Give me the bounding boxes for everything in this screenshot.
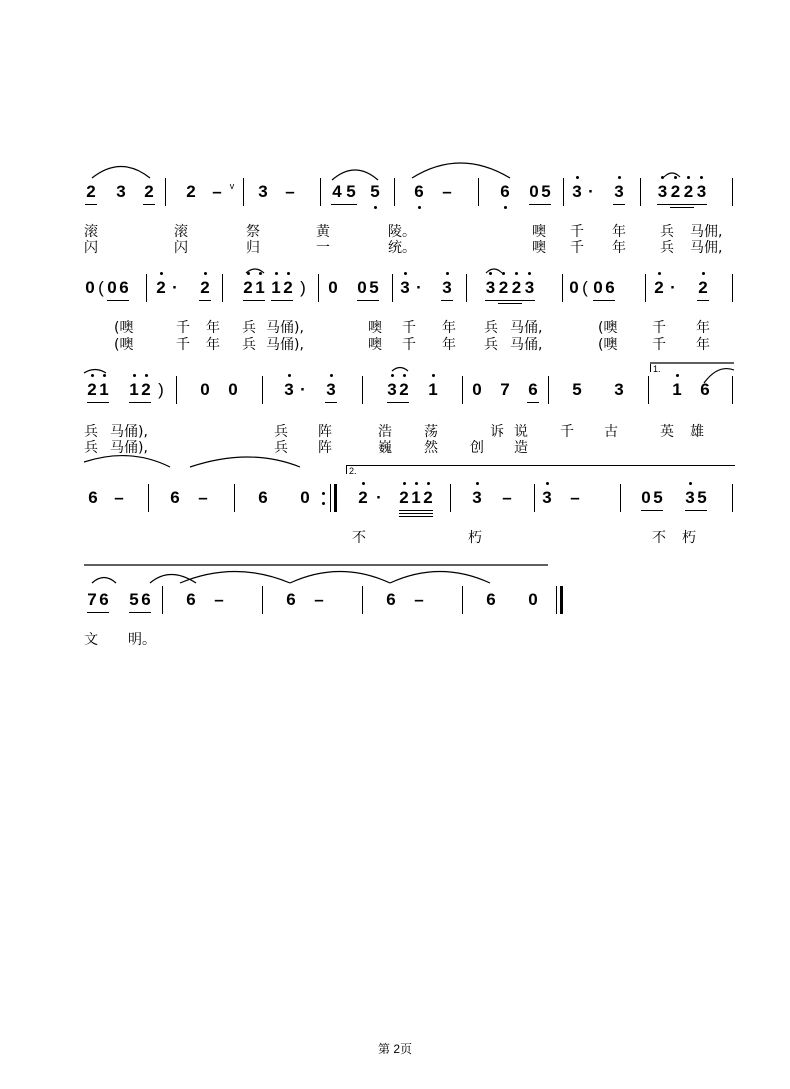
note: 4 xyxy=(332,182,342,201)
note: 6 xyxy=(500,182,510,201)
lyric: (噢 xyxy=(598,337,618,353)
lyric: 朽 xyxy=(682,530,696,546)
high-octave-dot xyxy=(103,374,106,377)
bar-line xyxy=(450,484,451,512)
note: 5 xyxy=(346,182,356,201)
underline xyxy=(498,303,522,304)
bar-line xyxy=(732,484,733,512)
dot-mark: · xyxy=(376,488,382,507)
paren: ( xyxy=(582,278,588,297)
high-octave-dot xyxy=(489,272,492,275)
bar-line xyxy=(648,376,649,404)
bar-line xyxy=(462,376,463,404)
note: 2 xyxy=(683,182,694,201)
underline xyxy=(87,612,109,613)
note: 6 xyxy=(186,590,196,609)
underline xyxy=(387,402,409,403)
high-octave-dot xyxy=(275,272,278,275)
note: 0 xyxy=(569,278,579,297)
repeat-bar-thick xyxy=(334,484,337,512)
note: 2 xyxy=(399,380,409,399)
underline xyxy=(485,300,535,301)
volta-bracket-2 xyxy=(346,465,735,474)
bar-line xyxy=(562,274,563,302)
low-octave-dot xyxy=(504,206,507,209)
high-octave-dot xyxy=(403,374,406,377)
high-octave-dot xyxy=(528,272,531,275)
lyric: 年 xyxy=(442,337,456,353)
repeat-bar-thin xyxy=(330,484,331,512)
paren: ) xyxy=(158,380,164,399)
high-octave-dot xyxy=(576,176,579,179)
dot-mark: · xyxy=(300,380,306,399)
high-octave-dot xyxy=(415,482,418,485)
high-octave-dot xyxy=(145,374,148,377)
lyric: 年 xyxy=(442,320,456,336)
lyric: 不 xyxy=(352,530,366,546)
lyric: 年 xyxy=(612,240,626,256)
note: 1 xyxy=(411,488,421,507)
lyric: (噢 xyxy=(598,320,618,336)
bar-line xyxy=(362,586,363,614)
underline xyxy=(399,516,433,517)
note: 3 xyxy=(657,182,668,201)
note: 6 xyxy=(286,590,296,609)
note: 2 xyxy=(141,380,151,399)
note: 6 xyxy=(99,590,109,609)
dot-mark: · xyxy=(588,182,594,201)
high-octave-dot xyxy=(476,482,479,485)
note: 6 xyxy=(386,590,396,609)
dash: – xyxy=(285,182,295,201)
lyric: 文 xyxy=(84,632,98,648)
note: 3 xyxy=(442,278,452,297)
note: 2 xyxy=(670,182,681,201)
note: 6 xyxy=(170,488,180,507)
note: 6 xyxy=(528,380,538,399)
underline xyxy=(199,300,211,301)
note: 2 xyxy=(156,278,166,297)
note: 0 xyxy=(85,278,95,297)
bar-line xyxy=(162,586,163,614)
note: 2 xyxy=(200,278,210,297)
note: 5 xyxy=(369,278,379,297)
underline xyxy=(441,300,453,301)
dot-mark: · xyxy=(172,278,178,297)
lyric: 归 xyxy=(246,240,260,256)
lyric: 兵 xyxy=(274,440,288,456)
note: 6 xyxy=(119,278,129,297)
lyric: 千 xyxy=(560,424,574,440)
lyric: 兵 xyxy=(242,320,256,336)
high-octave-dot xyxy=(618,176,621,179)
note: 2 xyxy=(87,380,97,399)
high-octave-dot xyxy=(288,374,291,377)
high-octave-dot xyxy=(446,272,449,275)
underline xyxy=(271,300,293,301)
note: 5 xyxy=(653,488,663,507)
dash: – xyxy=(314,590,324,609)
bar-line xyxy=(462,586,463,614)
underline xyxy=(243,300,265,301)
underline xyxy=(85,204,97,205)
note: 2 xyxy=(186,182,196,201)
note: 3 xyxy=(472,488,482,507)
note: 5 xyxy=(572,380,582,399)
note: 6 xyxy=(414,182,424,201)
underline xyxy=(657,204,707,205)
note: 0 xyxy=(200,380,210,399)
lyric: 阵 xyxy=(318,440,332,456)
note: 1 xyxy=(428,380,438,399)
lyric: 马俑), xyxy=(266,337,304,353)
bar-line xyxy=(620,484,621,512)
note: 3 xyxy=(572,182,582,201)
dash: – xyxy=(502,488,512,507)
final-bar-thick xyxy=(560,586,563,614)
high-octave-dot xyxy=(160,272,163,275)
high-octave-dot xyxy=(676,374,679,377)
low-octave-dot xyxy=(418,206,421,209)
note: 2 xyxy=(86,182,96,201)
underline xyxy=(357,300,379,301)
lyric: 马俑), xyxy=(266,320,304,336)
lyric: 浩 xyxy=(378,424,392,440)
note: 2 xyxy=(654,278,664,297)
note: 1 xyxy=(99,380,109,399)
high-octave-dot xyxy=(391,374,394,377)
dash: – xyxy=(214,590,224,609)
underline xyxy=(697,300,709,301)
lyric: 兵 xyxy=(242,337,256,353)
lyric: 兵 xyxy=(484,320,498,336)
note: 3 xyxy=(400,278,410,297)
lyric: 千 xyxy=(176,320,190,336)
volta-label: 1. xyxy=(653,364,661,374)
lyric: 千 xyxy=(402,337,416,353)
note: 2 xyxy=(283,278,293,297)
lyric: 诉 xyxy=(490,424,504,440)
note: 7 xyxy=(500,380,510,399)
high-octave-dot xyxy=(427,482,430,485)
dash: – xyxy=(114,488,124,507)
lyric: 荡 xyxy=(424,424,438,440)
lyric: 噢 xyxy=(368,320,382,336)
high-octave-dot xyxy=(330,374,333,377)
bar-line xyxy=(466,274,467,302)
lyric: 黄 xyxy=(316,224,330,240)
note: 0 xyxy=(328,278,338,297)
note: 3 xyxy=(116,182,126,201)
lyric: 闪 xyxy=(84,240,98,256)
note: 1 xyxy=(255,278,265,297)
lyric: 不 xyxy=(652,530,666,546)
underline xyxy=(107,300,129,301)
note: 3 xyxy=(258,182,268,201)
note: 2 xyxy=(498,278,509,297)
underline xyxy=(529,204,551,205)
high-octave-dot xyxy=(204,272,207,275)
note: 1 xyxy=(271,278,281,297)
note: 0 xyxy=(107,278,117,297)
lyric: 明。 xyxy=(128,632,156,648)
breath-mark: v xyxy=(229,181,235,191)
lyric: 然 xyxy=(424,440,438,456)
note: 3 xyxy=(326,380,336,399)
bar-line xyxy=(732,376,733,404)
bar-line xyxy=(148,484,149,512)
lyric: 朽 xyxy=(468,530,482,546)
underline xyxy=(87,402,109,403)
lyric: 统。 xyxy=(388,240,416,256)
note: 5 xyxy=(129,590,139,609)
dash: – xyxy=(198,488,208,507)
bar-line xyxy=(392,274,393,302)
underline xyxy=(129,402,151,403)
bar-line xyxy=(645,274,646,302)
bar-line xyxy=(318,274,319,302)
final-bar-thin xyxy=(556,586,557,614)
underline xyxy=(670,207,694,208)
bar-line xyxy=(640,178,641,206)
lyric: 创 xyxy=(470,440,484,456)
note: 1 xyxy=(672,380,682,399)
note: 0 xyxy=(641,488,651,507)
lyric: 马俑, xyxy=(510,320,543,336)
high-octave-dot xyxy=(432,374,435,377)
high-octave-dot xyxy=(502,272,505,275)
lyric: 兵 xyxy=(660,240,674,256)
dash: – xyxy=(570,488,580,507)
bar-line xyxy=(165,178,166,206)
note: 2 xyxy=(423,488,433,507)
bar-line xyxy=(243,178,244,206)
underline xyxy=(129,612,151,613)
page-number: 第 2页 xyxy=(377,1042,412,1056)
lyric: 造 xyxy=(514,440,528,456)
note: 3 xyxy=(485,278,496,297)
lyric: 马俑), xyxy=(110,424,148,440)
bar-line xyxy=(548,376,549,404)
high-octave-dot xyxy=(404,272,407,275)
note: 0 xyxy=(529,182,539,201)
high-octave-dot xyxy=(702,272,705,275)
lyric: 年 xyxy=(696,320,710,336)
underline xyxy=(399,513,433,514)
lyric: 兵 xyxy=(84,424,98,440)
note: 6 xyxy=(605,278,615,297)
underline xyxy=(593,300,615,301)
high-octave-dot xyxy=(515,272,518,275)
high-octave-dot xyxy=(687,176,690,179)
dot-mark: · xyxy=(670,278,676,297)
note: 3 xyxy=(524,278,535,297)
note: 5 xyxy=(541,182,551,201)
lyric: 马佣, xyxy=(690,224,723,240)
bar-line xyxy=(320,178,321,206)
lyric: 陵。 xyxy=(388,224,416,240)
volta-bracket-1 xyxy=(650,364,733,372)
underline xyxy=(613,204,625,205)
high-octave-dot xyxy=(674,176,677,179)
lyric: 滚 xyxy=(174,224,188,240)
high-octave-dot xyxy=(658,272,661,275)
lyric: 兵 xyxy=(660,224,674,240)
lyric: 兵 xyxy=(84,440,98,456)
high-octave-dot xyxy=(133,374,136,377)
note: 6 xyxy=(700,380,710,399)
lyric: (噢 xyxy=(114,320,134,336)
bar-line xyxy=(262,586,263,614)
underline xyxy=(325,402,337,403)
high-octave-dot xyxy=(689,482,692,485)
note: 3 xyxy=(614,380,624,399)
lyric: 说 xyxy=(514,424,528,440)
lyric: 年 xyxy=(206,337,220,353)
note: 5 xyxy=(697,488,707,507)
paren: ( xyxy=(98,278,104,297)
lyric: 年 xyxy=(696,337,710,353)
high-octave-dot xyxy=(403,482,406,485)
lyric: 兵 xyxy=(274,424,288,440)
note: 5 xyxy=(370,182,380,201)
lyric: 年 xyxy=(612,224,626,240)
repeat-dot xyxy=(322,492,325,495)
lyric: 滚 xyxy=(84,224,98,240)
note: 2 xyxy=(399,488,409,507)
lyric: 马佣, xyxy=(690,240,723,256)
bar-line xyxy=(234,484,235,512)
bar-line xyxy=(394,178,395,206)
note: 0 xyxy=(228,380,238,399)
high-octave-dot xyxy=(546,482,549,485)
lyric: 巍 xyxy=(378,440,392,456)
lyric: 千 xyxy=(402,320,416,336)
lyric: 千 xyxy=(176,337,190,353)
lyric: 千 xyxy=(652,337,666,353)
note: 2 xyxy=(698,278,708,297)
note: 6 xyxy=(258,488,268,507)
note: 3 xyxy=(284,380,294,399)
note: 1 xyxy=(129,380,139,399)
lyric: 马俑), xyxy=(110,440,148,456)
bar-line xyxy=(146,274,147,302)
lyric: 马俑, xyxy=(510,337,543,353)
high-octave-dot xyxy=(700,176,703,179)
note: 6 xyxy=(486,590,496,609)
note: 3 xyxy=(614,182,624,201)
note: 0 xyxy=(528,590,538,609)
bar-line xyxy=(732,178,733,206)
bar-line xyxy=(262,376,263,404)
underline xyxy=(685,510,707,511)
dash: – xyxy=(442,182,452,201)
high-octave-dot xyxy=(362,482,365,485)
lyric: 噢 xyxy=(368,337,382,353)
underline xyxy=(331,204,357,205)
lyric: 阵 xyxy=(318,424,332,440)
bar-line xyxy=(478,178,479,206)
note: 3 xyxy=(685,488,695,507)
note: 7 xyxy=(87,590,97,609)
high-octave-dot xyxy=(259,272,262,275)
lyric: 一 xyxy=(316,240,330,256)
lyric: 古 xyxy=(604,424,618,440)
dash: – xyxy=(212,182,222,201)
note: 3 xyxy=(696,182,707,201)
lyric: (噢 xyxy=(114,337,134,353)
low-octave-dot xyxy=(374,206,377,209)
paren: ) xyxy=(300,278,306,297)
lyric: 噢 xyxy=(532,240,546,256)
note: 2 xyxy=(243,278,253,297)
note: 6 xyxy=(88,488,98,507)
note: 0 xyxy=(593,278,603,297)
lyric: 千 xyxy=(570,224,584,240)
underline xyxy=(143,204,155,205)
high-octave-dot xyxy=(661,176,664,179)
lyric: 噢 xyxy=(532,224,546,240)
note: 0 xyxy=(472,380,482,399)
note: 0 xyxy=(357,278,367,297)
lyric: 年 xyxy=(206,320,220,336)
note: 0 xyxy=(300,488,310,507)
note: 2 xyxy=(144,182,154,201)
lyric: 英 xyxy=(660,424,674,440)
high-octave-dot xyxy=(287,272,290,275)
dot-mark: · xyxy=(416,278,422,297)
underline xyxy=(399,510,433,511)
lyric: 兵 xyxy=(484,337,498,353)
note: 2 xyxy=(511,278,522,297)
high-octave-dot xyxy=(247,272,250,275)
underline xyxy=(641,510,663,511)
bar-line xyxy=(563,178,564,206)
note: 3 xyxy=(542,488,552,507)
bar-line xyxy=(732,274,733,302)
lyric: 千 xyxy=(570,240,584,256)
lyric: 闪 xyxy=(174,240,188,256)
bar-line xyxy=(362,376,363,404)
bar-line xyxy=(222,274,223,302)
lyric: 千 xyxy=(652,320,666,336)
note: 3 xyxy=(387,380,397,399)
repeat-dot xyxy=(322,502,325,505)
lyric: 祭 xyxy=(246,224,260,240)
bar-line xyxy=(534,484,535,512)
lyric: 雄 xyxy=(690,424,704,440)
volta-label: 2. xyxy=(349,466,357,476)
high-octave-dot xyxy=(91,374,94,377)
bar-line xyxy=(176,376,177,404)
dash: – xyxy=(414,590,424,609)
underline xyxy=(527,402,539,403)
note: 2 xyxy=(358,488,368,507)
note: 6 xyxy=(141,590,151,609)
